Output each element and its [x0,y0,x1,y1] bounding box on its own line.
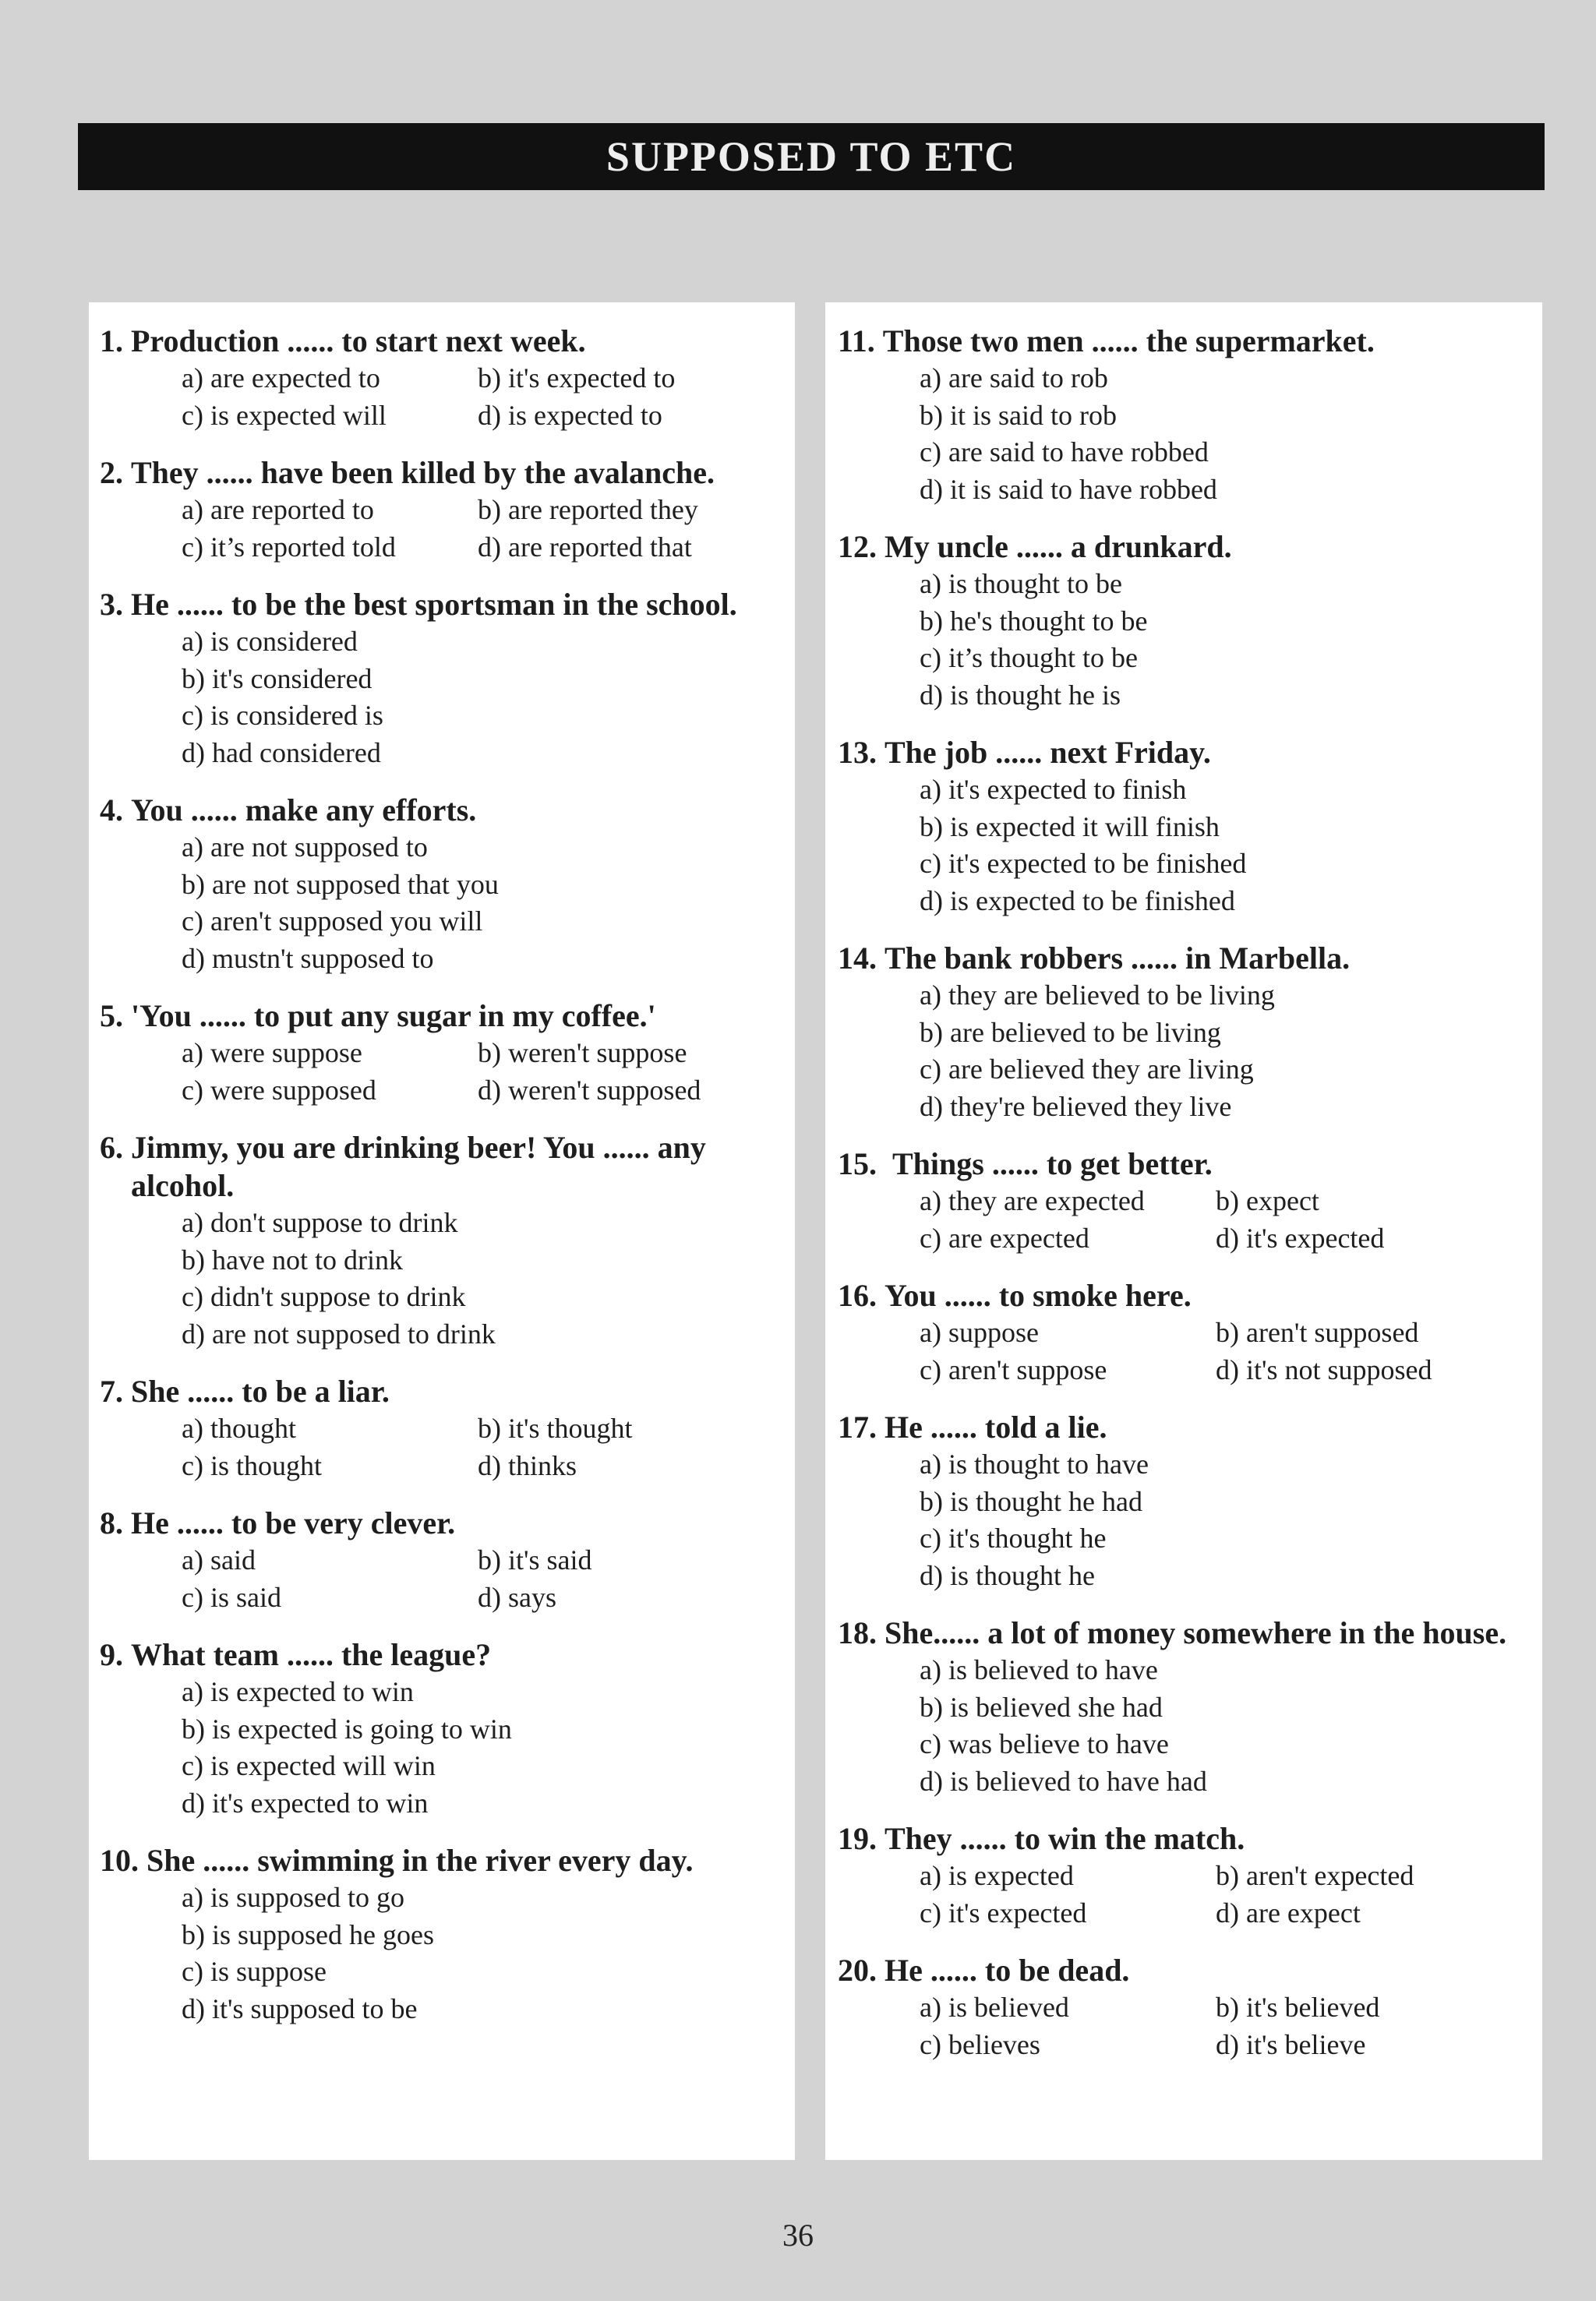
answer-option: c) is said [182,1581,281,1613]
answer-option: c) were supposed [182,1074,376,1106]
answer-option: b) aren't expected [1216,1860,1414,1891]
page-number: 36 [782,2218,814,2253]
answer-option: b) is supposed he goes [182,1918,434,1950]
question-stem: What team ...... the league? [131,1637,492,1672]
answer-option: a) said [182,1544,256,1576]
question-text [838,1819,1527,1858]
question-item [838,528,1527,714]
answer-option: a) are reported to [182,494,374,525]
answer-option: b) expect [1216,1185,1319,1216]
answer-option: a) it's expected to finish [920,774,1187,805]
answer-option: b) is expected is going to win [182,1713,512,1745]
answer-option: a) is supposed to go [182,1882,404,1913]
question-item [100,1841,779,2027]
answer-option: c) is considered is [182,700,383,731]
answer-options [838,360,1527,508]
answer-options [100,1410,779,1484]
answer-options [100,1035,779,1109]
question-stem: He ...... to be dead. [885,1953,1130,1988]
question-stem: He ...... to be the best sportsman in the school. [131,587,737,622]
answer-option: c) are believed they are living [920,1053,1254,1085]
answer-option: a) is thought to be [920,568,1122,599]
question-number: 7. [100,1374,131,1409]
answer-options [838,1858,1527,1932]
answer-options [100,1879,779,2027]
question-number: 4. [100,792,131,828]
answer-options [100,623,779,771]
question-stem: My uncle ...... a drunkard. [885,529,1232,564]
question-item [838,1276,1527,1389]
answer-options [100,1205,779,1353]
answer-option: b) have not to drink [182,1244,403,1276]
answer-option: a) is believed to have [920,1654,1158,1685]
question-stem: The job ...... next Friday. [885,735,1211,770]
answer-options [838,1183,1527,1257]
question-stem: He ...... to be very clever. [131,1505,456,1540]
answer-option: b) it's expected to [478,362,676,393]
answer-option: d) it's supposed to be [182,1992,418,2024]
right-question-panel [825,302,1542,2160]
answer-option: c) didn't suppose to drink [182,1281,466,1312]
answer-option: a) are expected to [182,362,380,393]
question-number: 5. [100,998,131,1033]
answer-options [838,977,1527,1125]
question-number: 12. [838,529,885,564]
answer-options [100,1542,779,1616]
question-item [100,791,779,977]
question-stem: The bank robbers ...... in Marbella. [885,941,1351,976]
answer-option: c) is expected will [182,399,387,431]
answer-options [838,1989,1527,2063]
answer-option: d) says [478,1581,556,1613]
question-item [100,453,779,566]
question-number: 8. [100,1505,131,1540]
answer-option: c) aren't supposed you will [182,905,483,937]
answer-option: b) he's thought to be [920,605,1148,637]
question-stem: Production ...... to start next week. [131,323,586,358]
question-number: 3. [100,587,131,622]
question-item [100,585,779,771]
question-number: 6. [100,1130,131,1165]
question-item [838,1145,1527,1257]
question-number: 15. [838,1146,892,1181]
question-item [838,1819,1527,1932]
question-stem: Jimmy, you are drinking beer! You ...... any alcohol. [131,1130,706,1203]
question-item [100,1128,779,1353]
question-text [838,1276,1527,1315]
question-text [838,322,1527,360]
answer-option: d) mustn't supposed to [182,942,434,974]
answer-option: a) were suppose [182,1037,362,1068]
answer-options [100,492,779,566]
answer-option: d) is believed to have had [920,1765,1207,1797]
answer-option: b) is expected it will finish [920,810,1220,842]
answer-option: a) don't suppose to drink [182,1207,458,1238]
question-text [100,791,779,829]
question-number: 14. [838,941,885,976]
answer-option: c) it’s thought to be [920,642,1138,673]
answer-option: b) it's said [478,1544,592,1576]
question-stem: They ...... to win the match. [885,1821,1245,1856]
question-number: 11. [838,323,883,358]
question-number: 10. [100,1843,147,1878]
answer-option: b) aren't supposed [1216,1317,1419,1348]
answer-option: a) is expected [920,1860,1074,1891]
answer-option: b) it's believed [1216,1992,1380,2023]
question-text [838,1951,1527,1989]
answer-option: a) is thought to have [920,1449,1149,1480]
answer-option: b) are reported they [478,494,698,525]
page-title: SUPPOSED TO ETC [606,133,1017,180]
question-item [838,939,1527,1125]
question-number: 1. [100,323,131,358]
answer-option: c) it's thought he [920,1523,1107,1554]
question-item [100,322,779,434]
answer-options [838,771,1527,919]
left-question-panel [89,302,795,2160]
question-number: 9. [100,1637,131,1672]
question-item [838,322,1527,508]
answer-options [838,1446,1527,1594]
answer-option: d) is expected to be finished [920,884,1235,916]
answer-option: b) it is said to rob [920,399,1117,431]
answer-option: a) suppose [920,1317,1039,1348]
answer-option: a) is expected to win [182,1676,414,1707]
question-number: 18. [838,1615,885,1650]
question-text [100,453,779,492]
question-text [100,1372,779,1410]
answer-option: c) was believe to have [920,1728,1169,1759]
answer-option: a) they are expected [920,1185,1145,1216]
question-stem: He ...... told a lie. [885,1410,1107,1445]
question-item [100,997,779,1109]
answer-option: b) are not supposed that you [182,868,499,900]
answer-option: b) is believed she had [920,1691,1163,1723]
answer-option: a) are said to rob [920,362,1108,393]
question-item [838,1408,1527,1594]
title-bar [78,123,1545,190]
answer-option: d) is thought he is [920,679,1121,711]
answer-option: a) thought [182,1413,296,1444]
question-stem: Those two men ...... the supermarket. [882,323,1375,358]
question-text [838,1614,1527,1652]
question-stem: She ...... to be a liar. [131,1374,390,1409]
answer-options [100,1674,779,1822]
answer-option: d) it's not supposed [1216,1353,1432,1385]
answer-option: b) it's considered [182,662,373,694]
question-item [838,733,1527,919]
question-stem: They ...... have been killed by the avalanche. [131,455,715,490]
answer-option: d) weren't supposed [478,1074,701,1106]
question-stem: You ...... make any efforts. [131,792,477,828]
question-stem: She...... a lot of money somewhere in the house. [885,1615,1507,1650]
answer-option: c) aren't suppose [920,1353,1107,1385]
answer-option: d) it's expected [1216,1222,1385,1254]
question-item [100,1636,779,1822]
question-text [838,1408,1527,1446]
question-item [100,1504,779,1616]
answer-option: b) are believed to be living [920,1016,1221,1048]
question-text [838,733,1527,771]
question-stem: She ...... swimming in the river every day. [147,1843,694,1878]
answer-option: c) it's expected [920,1897,1087,1929]
question-number: 2. [100,455,131,490]
question-number: 16. [838,1278,885,1313]
answer-option: c) are said to have robbed [920,436,1209,468]
answer-option: a) is considered [182,626,358,657]
answer-option: b) it's thought [478,1413,633,1444]
question-item [100,1372,779,1484]
answer-option: c) is suppose [182,1956,327,1987]
question-number: 20. [838,1953,885,1988]
answer-options [100,360,779,434]
question-item [838,1951,1527,2063]
question-number: 17. [838,1410,885,1445]
answer-option: a) they are believed to be living [920,979,1275,1011]
answer-options [100,829,779,977]
question-number: 13. [838,735,885,770]
answer-option: d) is thought he [920,1559,1095,1591]
question-stem: Things ...... to get better. [892,1146,1213,1181]
answer-option: d) are reported that [478,531,692,563]
question-stem: You ...... to smoke here. [885,1278,1192,1313]
answer-option: c) believes [920,2028,1040,2060]
question-stem: 'You ...... to put any sugar in my coffee.' [131,998,656,1033]
question-text [100,997,779,1035]
question-text [100,585,779,623]
question-text [100,1504,779,1542]
answer-option: d) thinks [478,1449,577,1481]
answer-option: c) is thought [182,1449,322,1481]
answer-options [838,566,1527,714]
answer-option: d) are expect [1216,1897,1361,1929]
question-item [838,1614,1527,1800]
answer-option: b) is thought he had [920,1485,1142,1517]
answer-options [838,1652,1527,1800]
answer-option: d) are not supposed to drink [182,1318,496,1350]
question-text [100,322,779,360]
question-text [838,528,1527,566]
question-text [838,939,1527,977]
question-text [100,1128,779,1205]
question-number: 19. [838,1821,885,1856]
question-text [838,1145,1527,1183]
answer-options [838,1315,1527,1389]
answer-option: c) are expected [920,1222,1089,1254]
answer-option: c) it's expected to be finished [920,848,1247,879]
question-text [100,1841,779,1879]
answer-option: c) is expected will win [182,1750,436,1781]
answer-option: d) had considered [182,736,381,768]
answer-option: d) is expected to [478,399,662,431]
answer-option: d) it's expected to win [182,1787,429,1819]
answer-option: a) is believed [920,1992,1069,2023]
answer-option: d) it's believe [1216,2028,1366,2060]
answer-option: d) it is said to have robbed [920,473,1217,505]
answer-option: c) it’s reported told [182,531,396,563]
answer-option: a) are not supposed to [182,831,428,863]
question-text [100,1636,779,1674]
answer-option: b) weren't suppose [478,1037,687,1068]
answer-option: d) they're believed they live [920,1090,1232,1122]
